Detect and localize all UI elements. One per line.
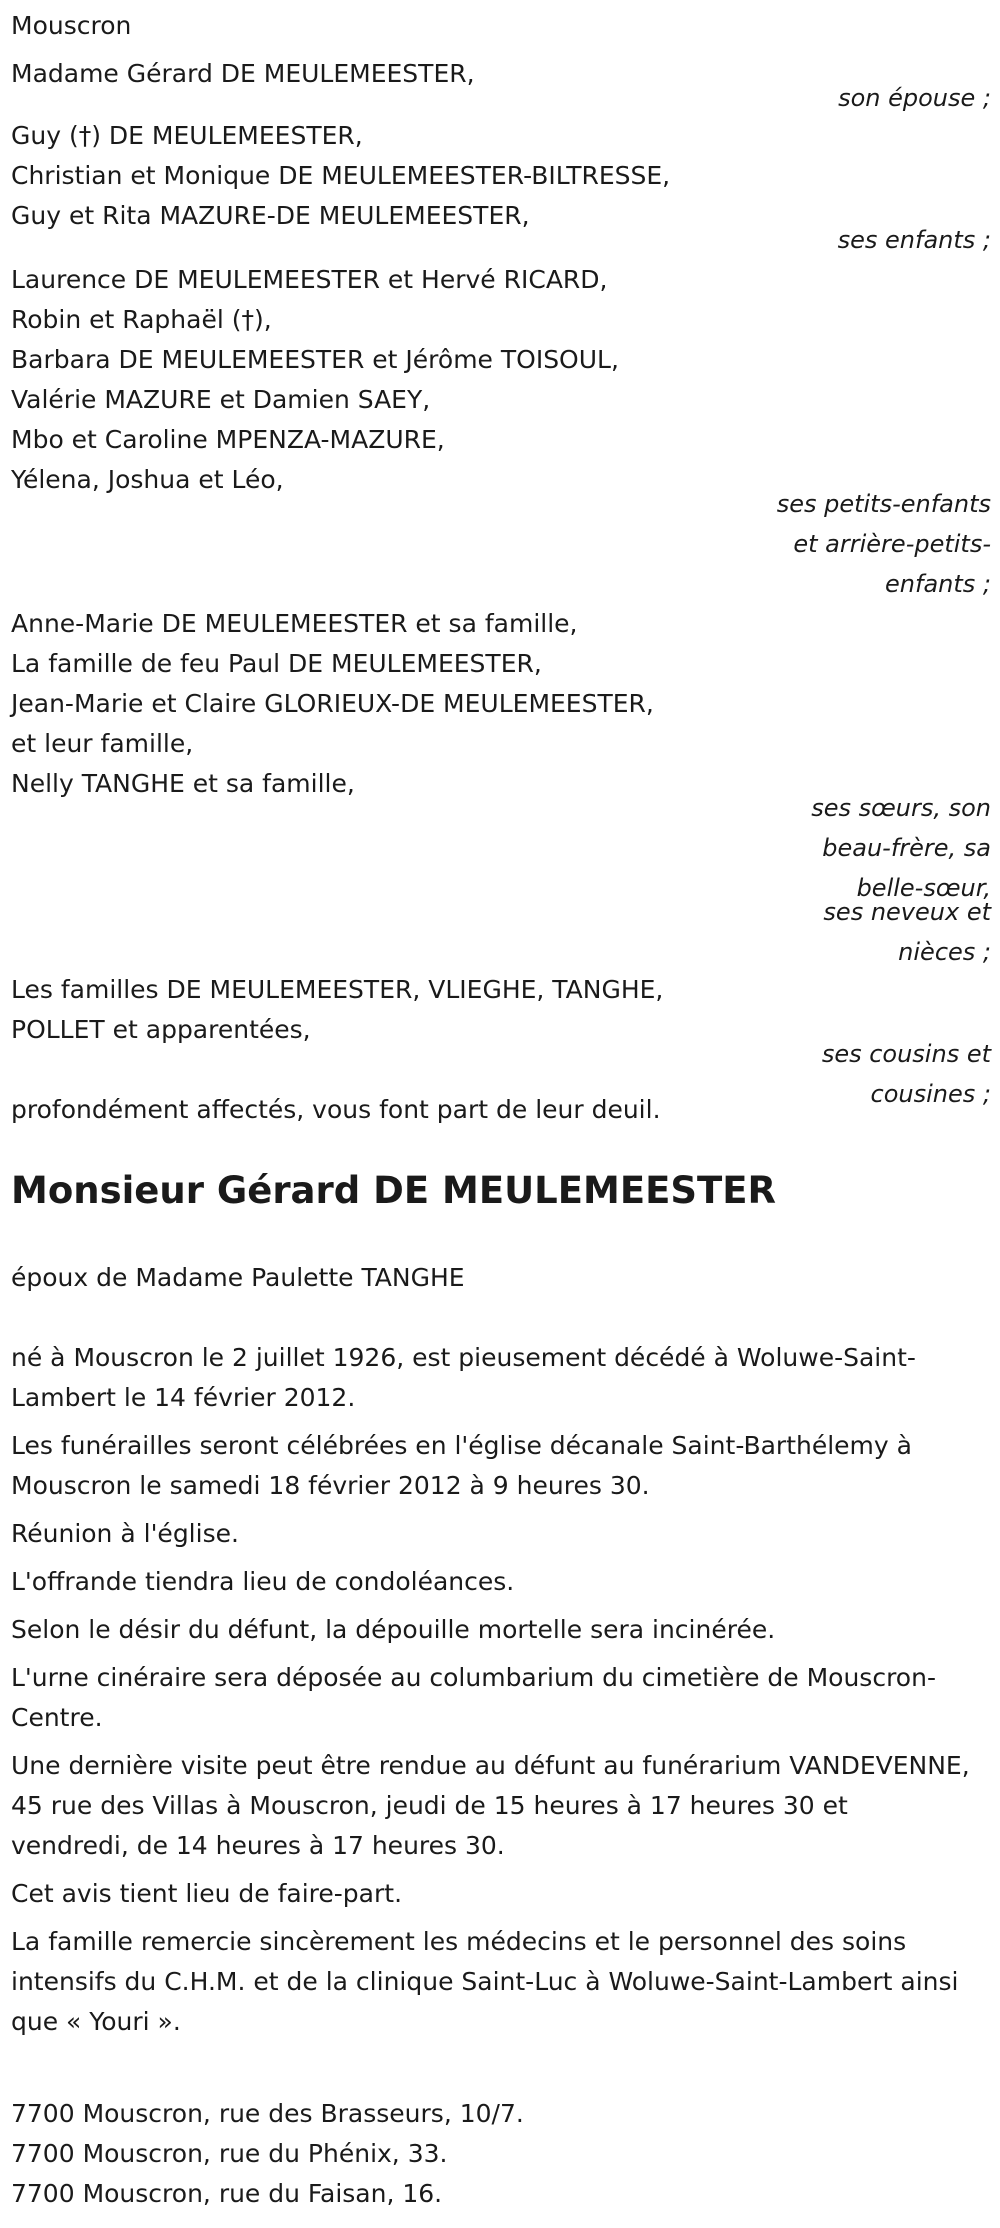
paragraph-urn: L'urne cinéraire sera déposée au columbarium du cimetière de Mouscron-Centre. — [11, 1663, 936, 1732]
notice-body — [11, 1338, 971, 2042]
spouse-line: époux de Madame Paulette TANGHE — [11, 1263, 465, 1292]
family-role: ses sœurs, son beau-frère, sa belle-sœur, — [811, 794, 991, 902]
family-line: La famille de feu Paul DE MEULEMEESTER, — [11, 649, 542, 678]
closing-line: profondément affectés, vous font part de leur deuil. — [11, 1095, 661, 1124]
family-line: Nelly TANGHE et sa famille, — [11, 769, 355, 798]
paragraph-visit: Une dernière visite peut être rendue au défunt au funérarium VANDEVENNE, 45 rue des Villas à Mouscron, jeudi de 15 heures à 17 heures 30 et vendredi, de 14 heures à 17 heures 30. — [11, 1751, 970, 1860]
family-line: Guy (†) DE MEULEMEESTER, — [11, 121, 363, 150]
family-line: Valérie MAZURE et Damien SAEY, — [11, 385, 431, 414]
family-line: Yélena, Joshua et Léo, — [11, 465, 284, 494]
paragraph-funeral: Les funérailles seront célébrées en l'église décanale Saint-Barthélemy à Mouscron le samedi 18 février 2012 à 9 heures 30. — [11, 1431, 912, 1500]
family-role-nephews: ses neveux et nièces ; — [823, 898, 991, 966]
family-group-children — [11, 116, 991, 254]
city-header: Mouscron — [11, 11, 132, 40]
paragraph-offering: L'offrande tiendra lieu de condoléances. — [11, 1567, 515, 1596]
family-line: Les familles DE MEULEMEESTER, VLIEGHE, TANGHE, — [11, 975, 664, 1004]
paragraph-meeting: Réunion à l'église. — [11, 1519, 239, 1548]
family-line: Christian et Monique DE MEULEMEESTER-BILTRESSE, — [11, 161, 671, 190]
address-line: 7700 Mouscron, rue des Brasseurs, 10/7. — [11, 2099, 524, 2128]
paragraph-birth-death: né à Mouscron le 2 juillet 1926, est pieusement décédé à Woluwe-Saint-Lambert le 14 février 2012. — [11, 1343, 916, 1412]
family-line: Robin et Raphaël (†), — [11, 305, 272, 334]
address-line: 7700 Mouscron, rue du Phénix, 33. — [11, 2139, 448, 2168]
family-line: POLLET et apparentées, — [11, 1015, 311, 1044]
address-line: 7700 Mouscron, rue du Faisan, 16. — [11, 2179, 443, 2208]
family-line: Madame Gérard DE MEULEMEESTER, — [11, 59, 475, 88]
paragraph-announcement: Cet avis tient lieu de faire-part. — [11, 1879, 403, 1908]
family-line: Anne-Marie DE MEULEMEESTER et sa famille, — [11, 609, 578, 638]
family-line: et leur famille, — [11, 729, 194, 758]
family-group-grandchildren — [11, 260, 991, 598]
family-line: Laurence DE MEULEMEESTER et Hervé RICARD, — [11, 265, 608, 294]
deceased-name: Monsieur Gérard DE MEULEMEESTER — [11, 1169, 777, 1212]
family-line: Mbo et Caroline MPENZA-MAZURE, — [11, 425, 445, 454]
addresses — [11, 2094, 524, 2214]
family-group-spouse — [11, 54, 991, 112]
family-line: Guy et Rita MAZURE-DE MEULEMEESTER, — [11, 201, 530, 230]
family-role: ses enfants ; — [837, 226, 991, 254]
family-line: Barbara DE MEULEMEESTER et Jérôme TOISOUL, — [11, 345, 619, 374]
family-group-siblings — [11, 604, 991, 966]
family-role: ses cousins et cousines ; — [821, 1040, 991, 1108]
family-role: ses petits-enfants et arrière-petits-enfants ; — [776, 490, 991, 598]
family-line: Jean-Marie et Claire GLORIEUX-DE MEULEMEESTER, — [11, 689, 654, 718]
paragraph-thanks: La famille remercie sincèrement les médecins et le personnel des soins intensifs du C.H.M. et de la clinique Saint-Luc à Woluwe-Saint-Lambert ainsi que « Youri ». — [11, 1927, 959, 2036]
paragraph-cremation: Selon le désir du défunt, la dépouille mortelle sera incinérée. — [11, 1615, 776, 1644]
family-group-cousins — [11, 970, 991, 1108]
family-role: son épouse ; — [838, 84, 991, 112]
